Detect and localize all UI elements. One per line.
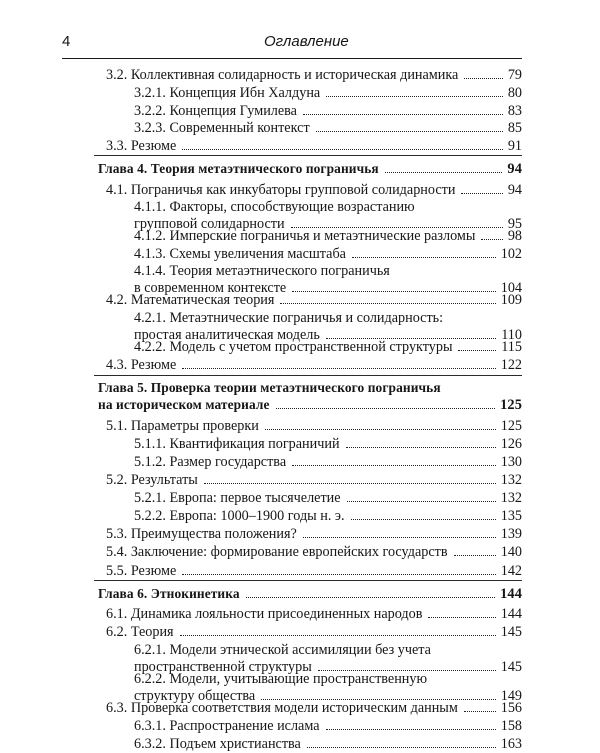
toc-entry[interactable] [134, 228, 522, 245]
dot-leader [346, 447, 496, 448]
toc-page-number: 91 [507, 138, 522, 154]
dot-leader [303, 537, 496, 538]
toc-entry[interactable] [106, 418, 522, 435]
toc-page-number: 83 [507, 103, 522, 119]
toc-page-number: 95 [507, 216, 522, 232]
dot-leader [351, 519, 496, 520]
header-rule [62, 58, 522, 59]
toc-entry[interactable] [134, 436, 522, 453]
dot-leader [326, 729, 496, 730]
toc-entry[interactable] [134, 103, 522, 120]
toc-page-number: 132 [500, 490, 522, 506]
toc-entry-title-continued: в современном контексте [134, 280, 287, 296]
toc-entry[interactable] [134, 454, 522, 471]
toc-page-number: 102 [500, 246, 522, 262]
toc-entry-title: 5.1.2. Размер государства [134, 454, 287, 470]
toc-chapter[interactable] [98, 161, 522, 178]
toc-entry-title-continued: простая аналитическая модель [134, 327, 320, 343]
toc-entry-title: 5.3. Преимущества положения? [106, 526, 297, 542]
page-title: Оглавление [264, 33, 349, 50]
toc-page-number: 135 [500, 508, 522, 524]
toc-entry-title-continued: на историческом материале [98, 397, 270, 412]
toc-entry-title: 5.5. Резюме [106, 563, 177, 579]
toc-entry-title: 5.2.1. Европа: первое тысячелетие [134, 490, 341, 506]
toc-entry-title: 5.2.2. Европа: 1000–1900 годы н. э. [134, 508, 345, 524]
section-divider [94, 580, 522, 581]
toc-chapter[interactable] [98, 380, 522, 414]
dot-leader [481, 239, 503, 240]
toc-entry-title: 3.2. Коллективная солидарность и историческая динамика [106, 67, 459, 83]
toc-entry[interactable] [106, 700, 522, 717]
toc-entry-title: 4.2.2. Модель с учетом пространственной структуры [134, 339, 453, 355]
toc-entry-title: 4.3. Резюме [106, 357, 177, 373]
toc-page-number: 104 [500, 280, 522, 296]
toc-entry-title: 5.4. Заключение: формирование европейских государств [106, 544, 448, 560]
toc-page-number: 130 [500, 454, 522, 470]
toc-entry-title: 5.2. Результаты [106, 472, 198, 488]
toc-entry-title: 3.2.2. Концепция Гумилева [134, 103, 297, 119]
dot-leader [303, 114, 503, 115]
dot-leader [292, 465, 496, 466]
toc-entry-title: 4.2.1. Метаэтнические пограничья и солидарность: [134, 310, 444, 326]
toc-entry[interactable] [106, 67, 522, 84]
dot-leader [461, 193, 503, 194]
toc-page-number: 110 [501, 327, 522, 343]
dot-leader [347, 501, 496, 502]
toc-page-number: 109 [500, 292, 522, 308]
toc-entry-title: 3.3. Резюме [106, 138, 177, 154]
toc-page-number: 144 [500, 586, 522, 602]
toc-page-number: 125 [500, 397, 522, 413]
toc-page-number: 144 [500, 606, 522, 622]
dot-leader [464, 78, 503, 79]
toc-entry-title: 6.2. Теория [106, 624, 174, 640]
toc-entry-title: 5.1. Параметры проверки [106, 418, 259, 434]
dot-leader [182, 368, 496, 369]
page-header [62, 33, 512, 55]
toc-entry-title: 5.1.1. Квантификация пограничий [134, 436, 340, 452]
toc-entry-title: 3.2.3. Современный контекст [134, 120, 310, 136]
toc-page-number: 149 [500, 688, 522, 704]
toc-page-number: 80 [507, 85, 522, 101]
toc-entry-title: 4.1.4. Теория метаэтнического пограничья [134, 263, 390, 279]
toc-page-number: 140 [500, 544, 522, 560]
toc-page-number: 142 [500, 563, 522, 579]
dot-leader [204, 483, 496, 484]
toc-entry-title: 6.1. Динамика лояльности присоединенных народов [106, 606, 423, 622]
toc-entry-title: Глава 6. Этнокинетика [98, 586, 240, 601]
toc-entry[interactable] [106, 526, 522, 543]
toc-page-number: 98 [507, 228, 522, 244]
toc-entry[interactable] [106, 138, 522, 155]
toc-page-number: 158 [500, 718, 522, 734]
toc-page-number: 132 [500, 472, 522, 488]
toc-entry[interactable] [134, 246, 522, 263]
toc-entry-title-continued: групповой солидарности [134, 216, 285, 232]
toc-entry-title: 3.2.1. Концепция Ибн Халдуна [134, 85, 321, 101]
dot-leader [182, 574, 496, 575]
toc-entry[interactable] [106, 182, 522, 199]
toc-page-number: 85 [507, 120, 522, 136]
dot-leader [182, 149, 503, 150]
toc-page-number: 94 [507, 161, 522, 177]
toc-entry-title: 6.3.2. Подъем христианства [134, 736, 301, 752]
toc-entry[interactable] [106, 357, 522, 374]
dot-leader [280, 303, 496, 304]
toc-entry-title: 6.2.2. Модели, учитывающие пространственную [134, 671, 428, 687]
toc-page-number: 115 [501, 339, 522, 355]
dot-leader [352, 257, 496, 258]
dot-leader [464, 711, 496, 712]
toc-entry-title-continued: структуру общества [134, 688, 256, 704]
toc-entry[interactable] [134, 339, 522, 356]
toc-page-number: 145 [500, 659, 522, 675]
toc-entry[interactable] [134, 718, 522, 735]
toc-entry-title: 6.3. Проверка соответствия модели историческим данным [106, 700, 458, 716]
toc-entry-title: 4.1.3. Схемы увеличения масштаба [134, 246, 346, 262]
dot-leader [307, 747, 496, 748]
toc-entry-title: Глава 4. Теория метаэтнического пограничья [98, 161, 379, 176]
toc-entry[interactable] [106, 606, 522, 623]
toc-page-number: 126 [500, 436, 522, 452]
toc-entry[interactable] [134, 508, 522, 525]
toc-page-number: 125 [500, 418, 522, 434]
dot-leader [276, 408, 495, 409]
dot-leader [316, 131, 503, 132]
toc-entry-title-continued: пространственной структуры [134, 659, 312, 675]
section-divider [94, 155, 522, 156]
dot-leader [428, 617, 496, 618]
toc-entry[interactable] [134, 736, 522, 753]
section-divider [94, 375, 522, 376]
toc-entry-title: 4.2. Математическая теория [106, 292, 275, 308]
dot-leader [458, 350, 496, 351]
dot-leader [180, 635, 496, 636]
toc-page-number: 94 [507, 182, 522, 198]
toc-page-number: 145 [500, 624, 522, 640]
toc-entry[interactable] [106, 563, 522, 580]
toc-page-number: 122 [500, 357, 522, 373]
toc-entry-title: 4.1.2. Имперские пограничья и метаэтнические разломы [134, 228, 476, 244]
dot-leader [454, 555, 496, 556]
toc-page-number: 156 [500, 700, 522, 716]
dot-leader [265, 429, 496, 430]
toc-page-number: 163 [500, 736, 522, 752]
toc-entry[interactable] [134, 120, 522, 137]
page-number: 4 [62, 33, 71, 50]
toc-entry-title: 4.1. Пограничья как инкубаторы групповой солидарности [106, 182, 456, 198]
toc-entry-title: 4.1.1. Факторы, способствующие возрастанию [134, 199, 415, 215]
toc-entry[interactable] [106, 292, 522, 309]
toc-entry[interactable] [106, 472, 522, 489]
toc-chapter[interactable] [98, 586, 522, 603]
toc-entry[interactable] [106, 624, 522, 641]
toc-entry[interactable] [134, 490, 522, 507]
toc-entry-title: 6.2.1. Модели этнической ассимиляции без учета [134, 642, 431, 658]
toc-entry-title: Глава 5. Проверка теории метаэтнического пограничья [98, 380, 441, 395]
dot-leader [385, 172, 502, 173]
toc-page-number: 79 [507, 67, 522, 83]
dot-leader [326, 96, 503, 97]
toc-page-number: 139 [500, 526, 522, 542]
toc-entry[interactable] [106, 544, 522, 561]
toc-entry[interactable] [134, 85, 522, 102]
dot-leader [246, 597, 495, 598]
toc-entry-title: 6.3.1. Распространение ислама [134, 718, 320, 734]
